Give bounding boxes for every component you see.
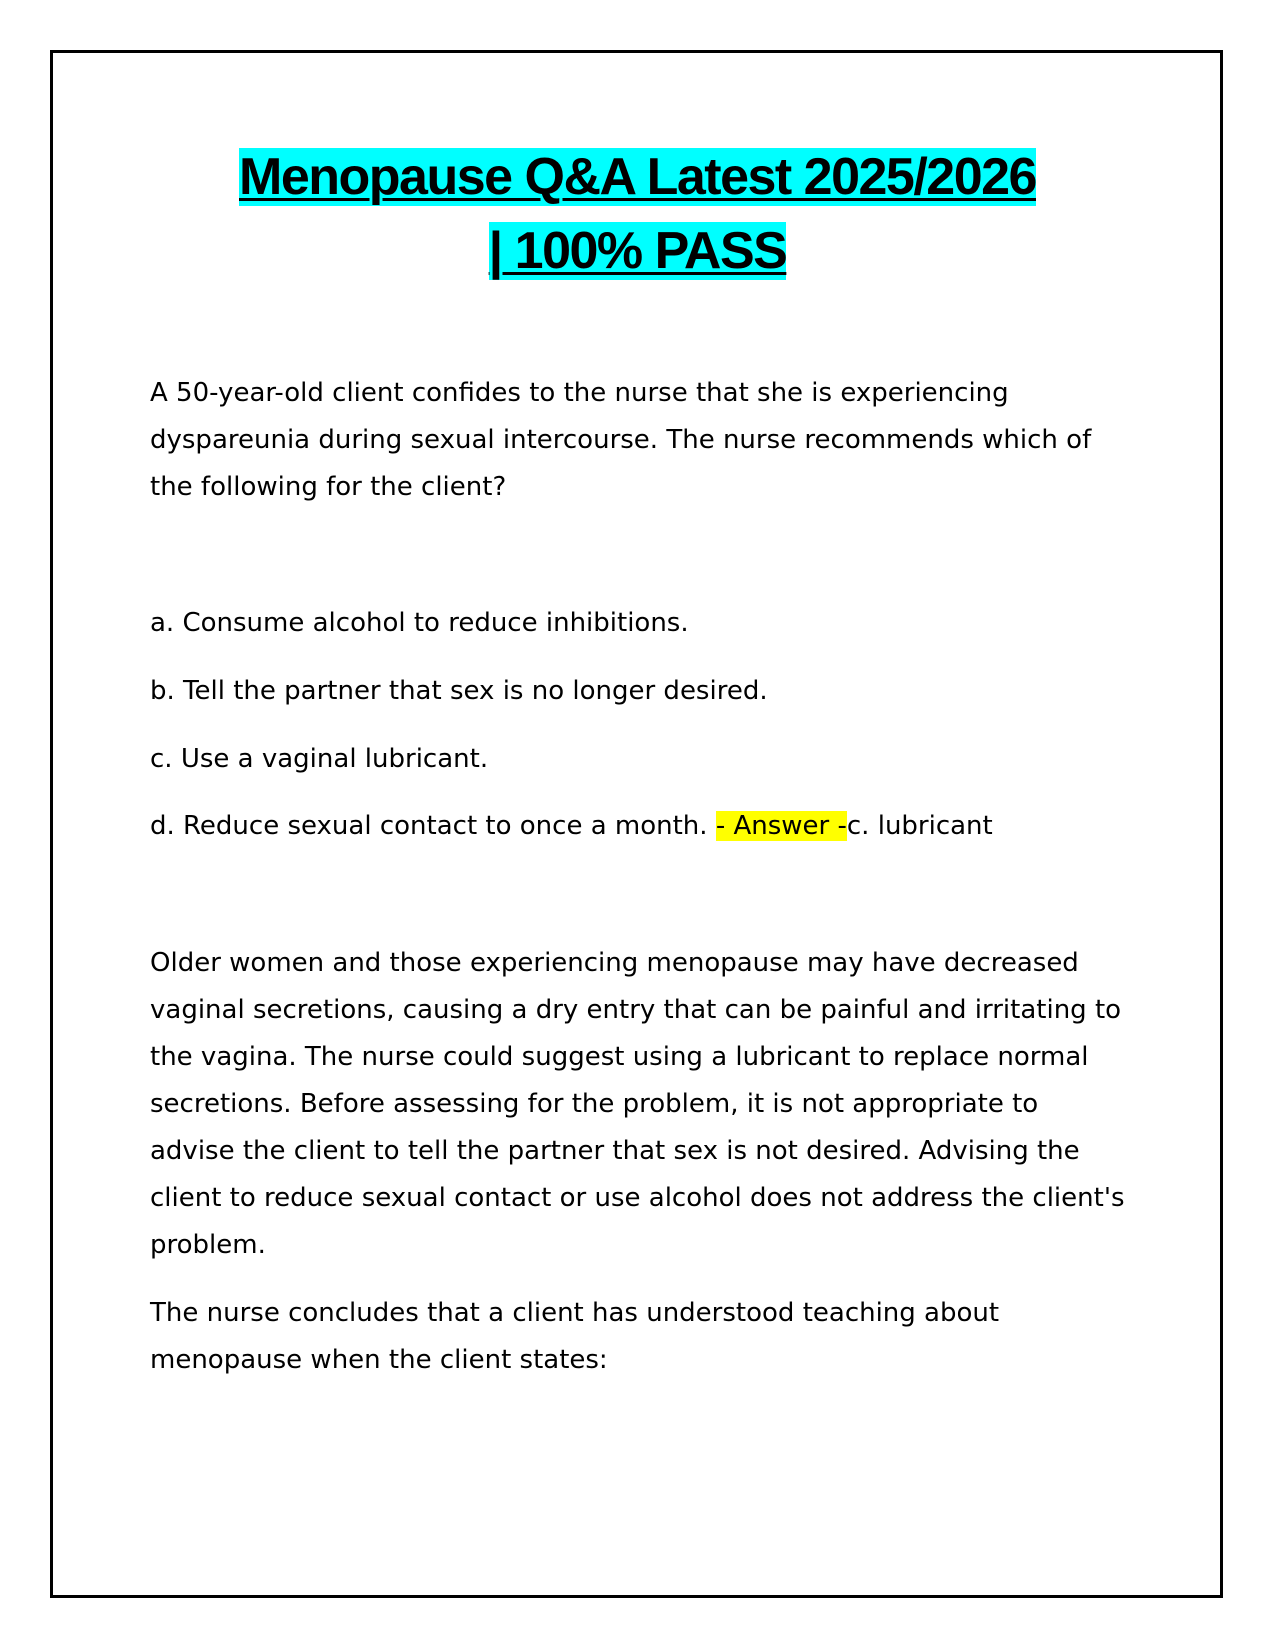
option-a: a. Consume alcohol to reduce inhibitions. <box>150 608 689 638</box>
option-d: d. Reduce sexual contact to once a month. <box>150 811 716 841</box>
document-title <box>150 140 1125 288</box>
rationale-text: Older women and those experiencing menopause may have decreased vaginal secretions, causing a dry entry that can be painful and irritating to the vagina. The nurse could suggest using a lubricant to replace normal secretions. Before assessing for the problem, it is not appropriate to advise the client to tell the partner that sex is not desired. Advising the client to reduce sexual contact or use alcohol does not address the client's problem. <box>150 948 1125 1260</box>
question-1-text: A 50-year-old client confides to the nurse that she is experiencing dyspareunia during sexual intercourse. The nurse recommends which of the following for the client? <box>150 378 1092 502</box>
option-b: b. Tell the partner that sex is no longer desired. <box>150 676 768 706</box>
option-d-line <box>150 803 1130 850</box>
answer-text: c. lubricant <box>846 811 993 841</box>
option-c: c. Use a vaginal lubricant. <box>150 744 489 774</box>
question-2-text: The nurse concludes that a client has understood teaching about menopause when the client states: <box>150 1298 1000 1375</box>
title-line-2: | 100% PASS <box>488 222 787 280</box>
title-line-1: Menopause Q&A Latest 2025/2026 <box>239 148 1036 206</box>
answer-label: - Answer - <box>715 811 847 841</box>
